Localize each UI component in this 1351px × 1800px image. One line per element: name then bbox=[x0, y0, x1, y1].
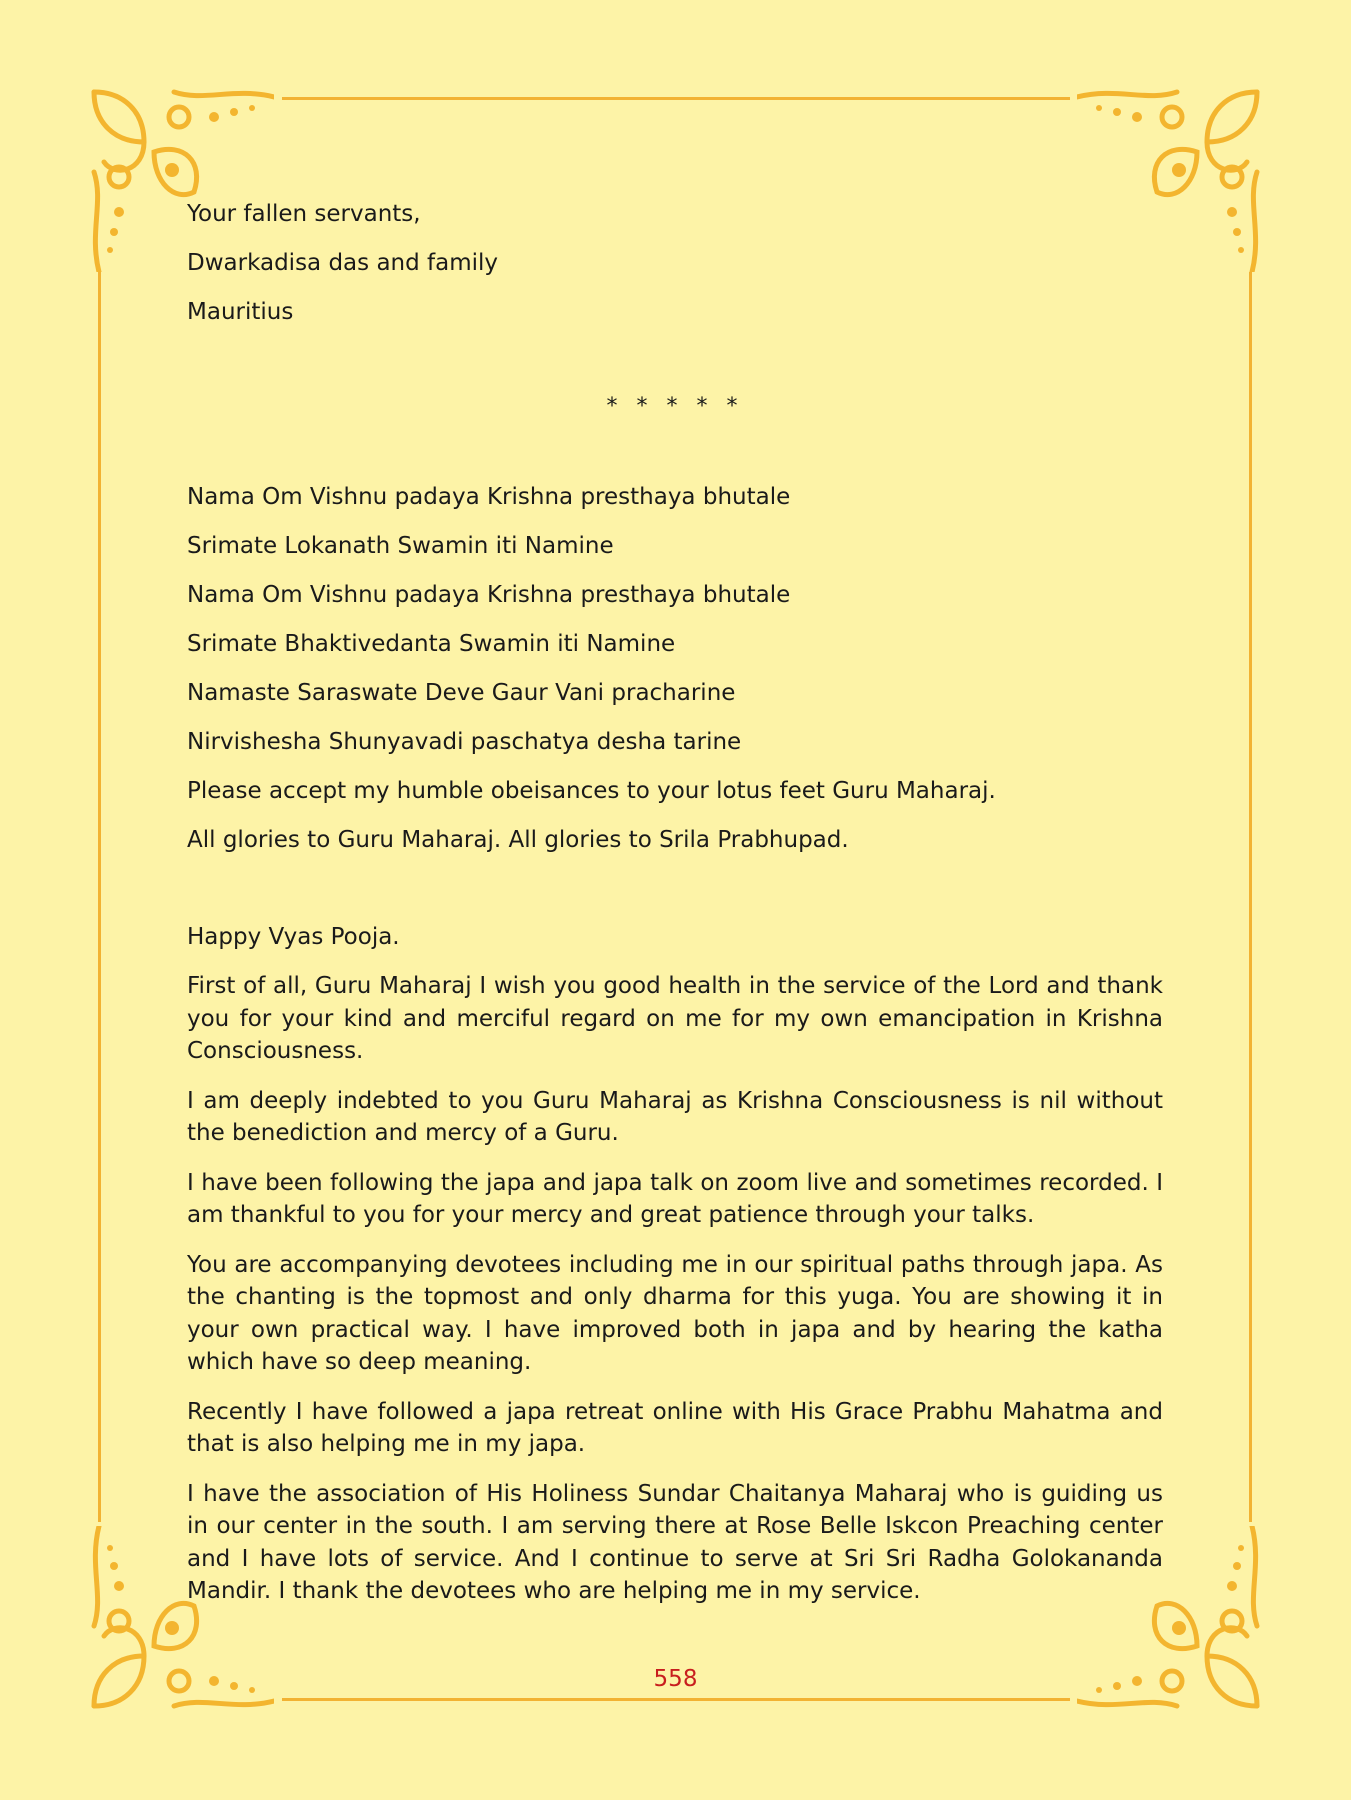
signature-place: Mauritius bbox=[187, 299, 294, 325]
border-top-line bbox=[282, 97, 1070, 100]
letter-body bbox=[187, 198, 1163, 1625]
prayer-line: Namaste Saraswate Deve Gaur Vani pracharine bbox=[187, 680, 736, 706]
border-right-line bbox=[1249, 272, 1252, 1522]
body-paragraph: You are accompanying devotees including me in our spiritual paths through japa. As the chanting is the topmost and only dharma for this yuga. You are showing it in your own practical way. I have improved both in japa and by hearing the katha which have so deep meaning. bbox=[187, 1251, 1163, 1375]
body-paragraph: Recently I have followed a japa retreat online with His Grace Prabhu Mahatma and that is also helping me in my japa. bbox=[187, 1398, 1163, 1457]
prayer-line: Srimate Lokanath Swamin iti Namine bbox=[187, 533, 614, 559]
border-bottom-line bbox=[282, 1698, 1070, 1701]
prayer-line: Srimate Bhaktivedanta Swamin iti Namine bbox=[187, 631, 676, 657]
body-paragraph: I have the association of His Holiness Sundar Chaitanya Maharaj who is guiding us in our center in the south. I am serving there at Rose Belle Iskcon Preaching center and I have lots of service. And I continue to serve at Sri Sri Radha Golokananda Mandir. I thank the devotees who are helping me in my service. bbox=[187, 1480, 1163, 1604]
prayer-line: Nama Om Vishnu padaya Krishna presthaya bhutale bbox=[187, 484, 791, 510]
body-paragraph: I am deeply indebted to you Guru Maharaj as Krishna Consciousness is nil without the benediction and mercy of a Guru. bbox=[187, 1087, 1163, 1146]
signature-names: Dwarkadisa das and family bbox=[187, 250, 499, 276]
greeting: Happy Vyas Pooja. bbox=[187, 924, 400, 950]
spacer bbox=[187, 873, 1163, 921]
section-separator: * * * * * bbox=[606, 394, 744, 419]
border-left-line bbox=[98, 272, 101, 1522]
body-paragraph: First of all, Guru Maharaj I wish you good health in the service of the Lord and thank you for your kind and merciful regard on me for my own emancipation in Krishna Consciousness. bbox=[187, 973, 1163, 1064]
page-number: 558 bbox=[653, 1666, 698, 1692]
prayer-line: All glories to Guru Maharaj. All glories to Srila Prabhupad. bbox=[187, 827, 849, 853]
prayer-line: Nama Om Vishnu padaya Krishna presthaya bhutale bbox=[187, 582, 791, 608]
body-paragraph: I have been following the japa and japa talk on zoom live and sometimes recorded. I am thankful to you for your mercy and great patience through your talks. bbox=[187, 1169, 1163, 1228]
prayer-line: Please accept my humble obeisances to your lotus feet Guru Maharaj. bbox=[187, 778, 996, 804]
signature-closing: Your fallen servants, bbox=[187, 201, 421, 227]
prayer-line: Nirvishesha Shunyavadi paschatya desha tarine bbox=[187, 729, 742, 755]
